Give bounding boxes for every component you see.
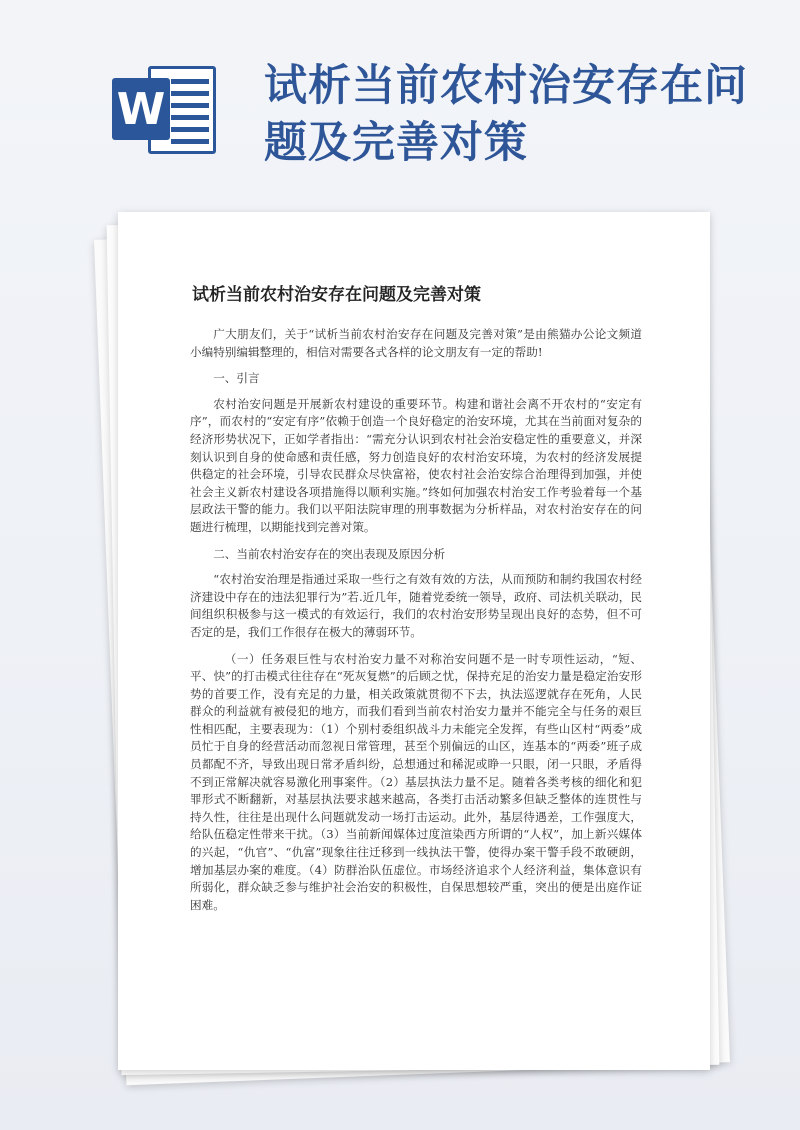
text-line-icon — [171, 103, 209, 108]
text-line-icon — [171, 91, 209, 96]
document-body — [190, 326, 642, 923]
text-line-icon — [171, 139, 209, 144]
section-heading: 一、引言 — [213, 371, 260, 386]
body-paragraph: “农村治安治理是指通过采取一些行之有效有效的方法，从而预防和制约我国农村经济建设中存在的违法犯罪行为”若.近几年，随着党委统一领导，政府、司法机关联动，民间组织积极参与这一模式的有效运行，我们的农村治安形势呈现出良好的态势，但不可否定的是，我们工作很存在极大的薄弱环节。 — [190, 572, 642, 639]
intro-paragraph: 广大朋友们，关于“试析当前农村治安存在问题及完善对策”是由熊猫办公论文频道小编特别编辑整理的，相信对需要各式各样的论文朋友有一定的帮助! — [190, 327, 642, 359]
document-title: 试析当前农村治安存在问题及完善对策 — [192, 285, 481, 305]
section-heading: 二、当前农村治安存在的突出表现及原因分析 — [213, 546, 446, 561]
word-letter-badge: W — [112, 78, 170, 140]
text-line-icon — [171, 115, 209, 120]
text-line-icon — [171, 127, 209, 132]
word-document-icon — [112, 62, 220, 158]
body-paragraph: （一）任务艰巨性与农村治安力量不对称治安问题不是一时专项性运动，“短、平、快”的打击模式往往存在“死灰复燃”的后顾之忧，保持充足的治安力量是稳定治安形势的首要工作，没有充足的力量，相关政策就贯彻不下去，执法巡逻就存在死角，人民群众的利益就有被侵犯的地方，而我们看到当前农村治安力量并不能完全与任务的艰巨性相匹配，主要表现为：（1）个别村委组织战斗力未能完全发挥，有些山区村“两委”成员忙于自身的经营活动而忽视日常管理，甚至个别偏远的山区，连基本的“两委”班子成员都配不齐，导致出现日常矛盾纠纷，总想通过和稀泥或睁一只眼，闭一只眼，矛盾得不到正常解决就容易激化刑事案件。（2）基层执法力量不足。随着各类考核的细化和犯罪形式不断翻新，对基层执法要求越来越高，各类打击活动繁多但缺乏整体的连贯性与持久性，往往是出现什么问题就发动一场打击运动。此外，基层待遇差，工作强度大，给队伍稳定性带来干扰。（3）当前新闻媒体过度渲染西方所谓的“人权”，加上新兴媒体的兴起，“仇官”、“仇富”现象往往迁移到一线执法干警，使得办案干警手段不敢硬朗，增加基层办案的难度。（4）防群治队伍虚位。市场经济追求个人经济利益，集体意识有所弱化，群众缺乏参与维护社会治安的积极性，自保思想较严重，突出的便是出庭作证困难。 — [190, 651, 642, 912]
hero-title: 试析当前农村治安存在问题及完善对策 — [264, 61, 748, 168]
text-line-icon — [171, 79, 209, 84]
body-paragraph: 农村治安问题是开展新农村建设的重要环节。构建和谐社会离不开农村的“安定有序”，而农村的“安定有序”依赖于创造一个良好稳定的治安环境，尤其在当前面对复杂的经济形势状况下，正如学者指出：“需充分认识到农村社会治安稳定性的重要意义，并深刻认识到自身的使命感和责任感，努力创造良好的农村治安环境，为农村的经济发展提供稳定的社会环境，引导农民群众尽快富裕，使农村社会治安综合治理得到加强，并使社会主义新农村建设各项措施得以顺利实施。”终如何加强农村治安工作考验着每一个基层政法干警的能力。我们以平阳法院审理的刑事数据为分析样品，对农村治安存在的问题进行梳理，以期能找到完善对策。 — [190, 396, 642, 534]
